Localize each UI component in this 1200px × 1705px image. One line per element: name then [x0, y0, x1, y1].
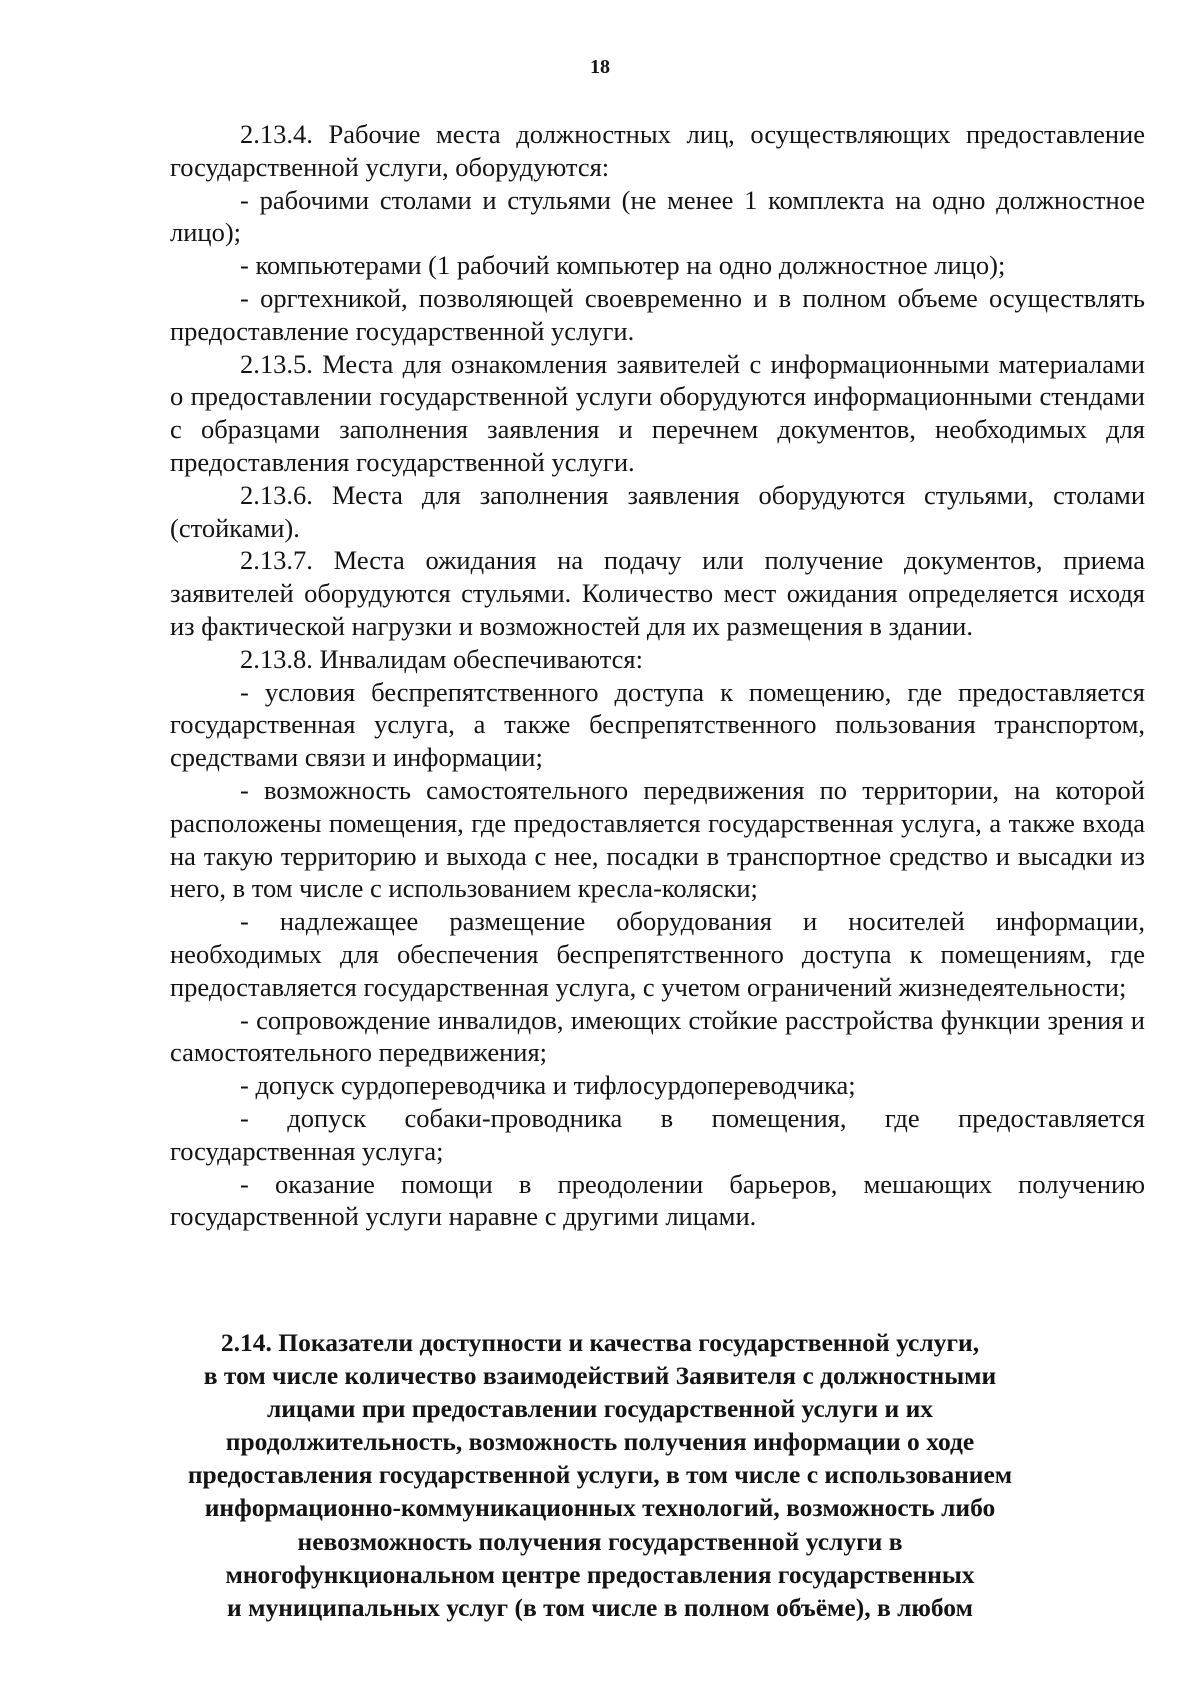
heading-line: информационно-коммуникационных технологий, возможность либо: [204, 1493, 996, 1523]
heading-line: 2.14. Показатели доступности и качества государственной услуги,: [220, 1328, 980, 1357]
heading-line: в том числе количество взаимодействий Заявителя с должностными: [203, 1361, 997, 1391]
paragraph: - сопровождение инвалидов, имеющих стойкие расстройства функции зрения и самостоятельного передвижения;: [170, 1004, 1145, 1068]
paragraph: 2.13.4. Рабочие места должностных лиц, осуществляющих предоставление государственной услуги, оборудуются:: [170, 119, 1145, 182]
paragraph: 2.13.6. Места для заполнения заявления оборудуются стульями, столами (стойками).: [170, 479, 1145, 543]
heading-line: продолжительность, возможность получения информации о ходе: [225, 1427, 975, 1457]
paragraph: 2.13.5. Места для ознакомления заявителей с информационными материалами о предоставлении государственной услуги оборудуются информационными стендами с образцами заполнения заявления и перечнем документов, необходимых для предоставления государственной услуги.: [170, 348, 1145, 477]
paragraph: 2.13.7. Места ожидания на подачу или получение документов, приема заявителей оборудуются стульями. Количество мест ожидания определяется исходя из фактической нагрузки и возможностей для их размещения в здании.: [170, 545, 1145, 641]
paragraph: - допуск собаки-проводника в помещения, где предоставляется государственная услуга;: [170, 1102, 1145, 1166]
section-heading: [150, 1326, 1050, 1624]
paragraph: - рабочими столами и стульями (не менее 1 комплекта на одно должностное лицо);: [170, 184, 1145, 248]
paragraph: - возможность самостоятельного передвижения по территории, на которой расположены помещения, где предоставляется государственная услуга, а также входа на такую территорию и выхода с нее, посадки в транспортное средство и высадки из него, в том числе с использованием кресла-коляски;: [170, 774, 1145, 904]
heading-line: многофункциональном центре предоставления государственных: [225, 1559, 975, 1589]
heading-line: лицами при предоставлении государственной услуги и их: [266, 1394, 934, 1424]
paragraph: 2.13.8. Инвалидам обеспечиваются:: [240, 643, 643, 674]
paragraph: - компьютерами (1 рабочий компьютер на одно должностное лицо);: [240, 250, 1006, 281]
paragraph: - надлежащее размещение оборудования и носителей информации, необходимых для обеспечения беспрепятственного доступа к помещениям, где предоставляется государственная услуга, с учетом ограничений жизнедеятельности;: [170, 906, 1145, 1002]
paragraph: - оказание помощи в преодолении барьеров, мешающих получению государственной услуги наравне с другими лицами.: [170, 1168, 1145, 1232]
heading-line: невозможность получения государственной услуги в: [297, 1526, 903, 1556]
page-number: 18: [590, 56, 610, 78]
paragraph: - оргтехникой, позволяющей своевременно и в полном объеме осуществлять предоставление государственной услуги.: [170, 282, 1145, 346]
paragraph: - допуск сурдопереводчика и тифлосурдопереводчика;: [240, 1070, 856, 1101]
document-body: [170, 118, 1145, 1233]
heading-line: и муниципальных услуг (в том числе в полном объёме), в любом: [227, 1592, 973, 1622]
heading-line: предоставления государственной услуги, в том числе с использованием: [187, 1460, 1013, 1490]
paragraph: - условия беспрепятственного доступа к помещению, где предоставляется государственная услуга, а также беспрепятственного пользования транспортом, средствами связи и информации;: [170, 676, 1145, 773]
